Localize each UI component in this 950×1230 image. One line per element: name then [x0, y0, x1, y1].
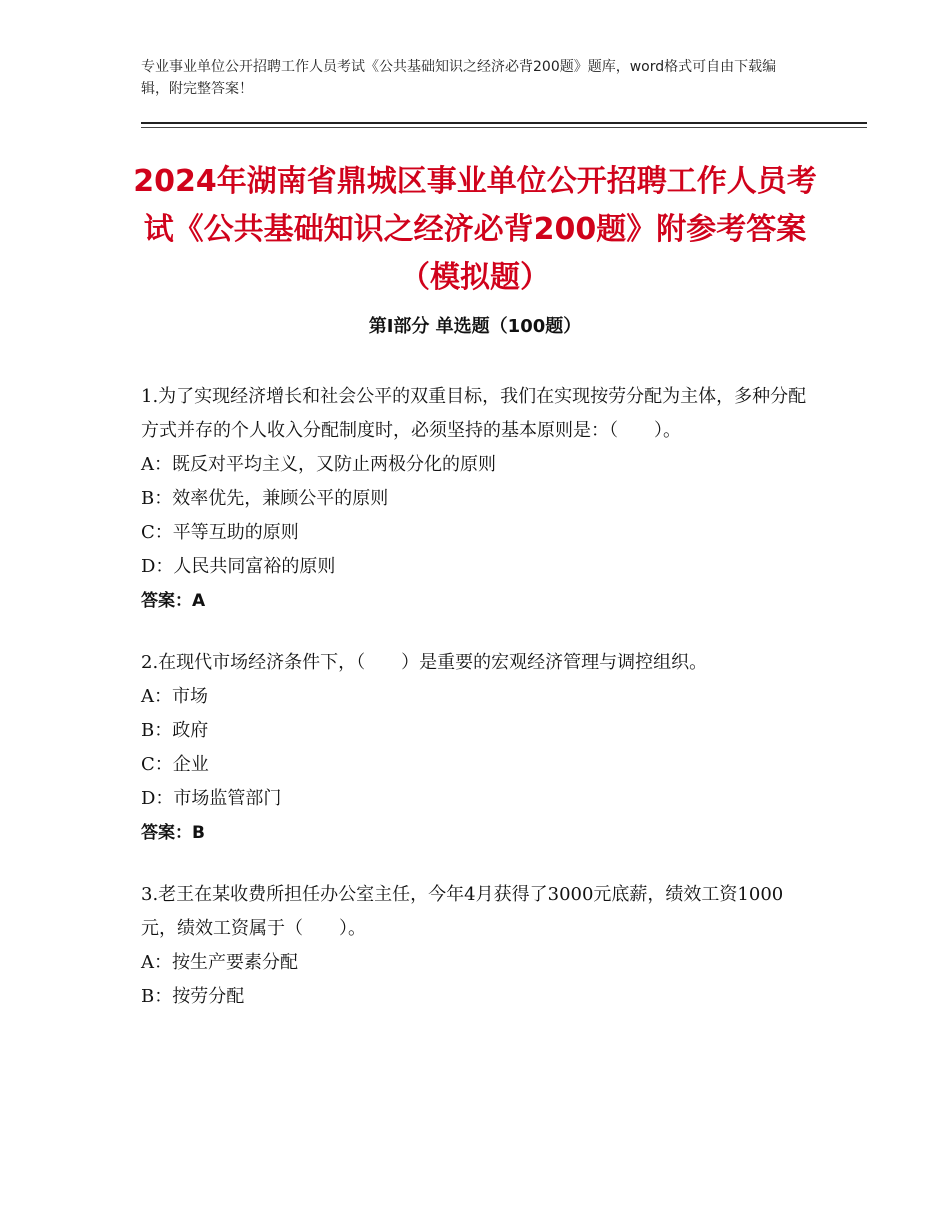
- question-2: [141, 646, 809, 850]
- header-note: 专业事业单位公开招聘工作人员考试《公共基础知识之经济必背200题》题库，word格式可自由下载编辑，附完整答案！: [141, 59, 777, 97]
- question-stem: 1.为了实现经济增长和社会公平的双重目标，我们在实现按劳分配为主体，多种分配方式并存的个人收入分配制度时，必须坚持的基本原则是：（ ）。: [141, 386, 807, 441]
- question-1: [141, 380, 809, 618]
- option-d: D：市场监管部门: [141, 788, 282, 809]
- document-title: 2024年湖南省鼎城区事业单位公开招聘工作人员考试《公共基础知识之经济必背200题》附参考答案（模拟题）: [133, 164, 817, 295]
- option-c: C：企业: [141, 754, 209, 775]
- question-list: [141, 380, 809, 1042]
- answer: 答案：A: [141, 591, 206, 611]
- option-d: D：人民共同富裕的原则: [141, 556, 336, 577]
- option-c: C：平等互助的原则: [141, 522, 299, 543]
- option-b: B：政府: [141, 720, 209, 741]
- header-rule-thin: [141, 127, 867, 128]
- question-stem: 3.老王在某收费所担任办公室主任，今年4月获得了3000元底薪，绩效工资1000元，绩效工资属于（ ）。: [141, 884, 784, 939]
- section-title: 第Ⅰ部分 单选题（100题）: [368, 316, 582, 337]
- option-a: A：按生产要素分配: [141, 952, 298, 973]
- option-a: A：市场: [141, 686, 208, 707]
- option-b: B：效率优先，兼顾公平的原则: [141, 488, 389, 509]
- option-b: B：按劳分配: [141, 986, 245, 1007]
- answer: 答案：B: [141, 823, 205, 843]
- header-rule-thick: [141, 122, 867, 124]
- option-a: A：既反对平均主义，又防止两极分化的原则: [141, 454, 496, 475]
- question-stem: 2.在现代市场经济条件下，（ ）是重要的宏观经济管理与调控组织。: [141, 652, 708, 673]
- question-3: [141, 878, 809, 1014]
